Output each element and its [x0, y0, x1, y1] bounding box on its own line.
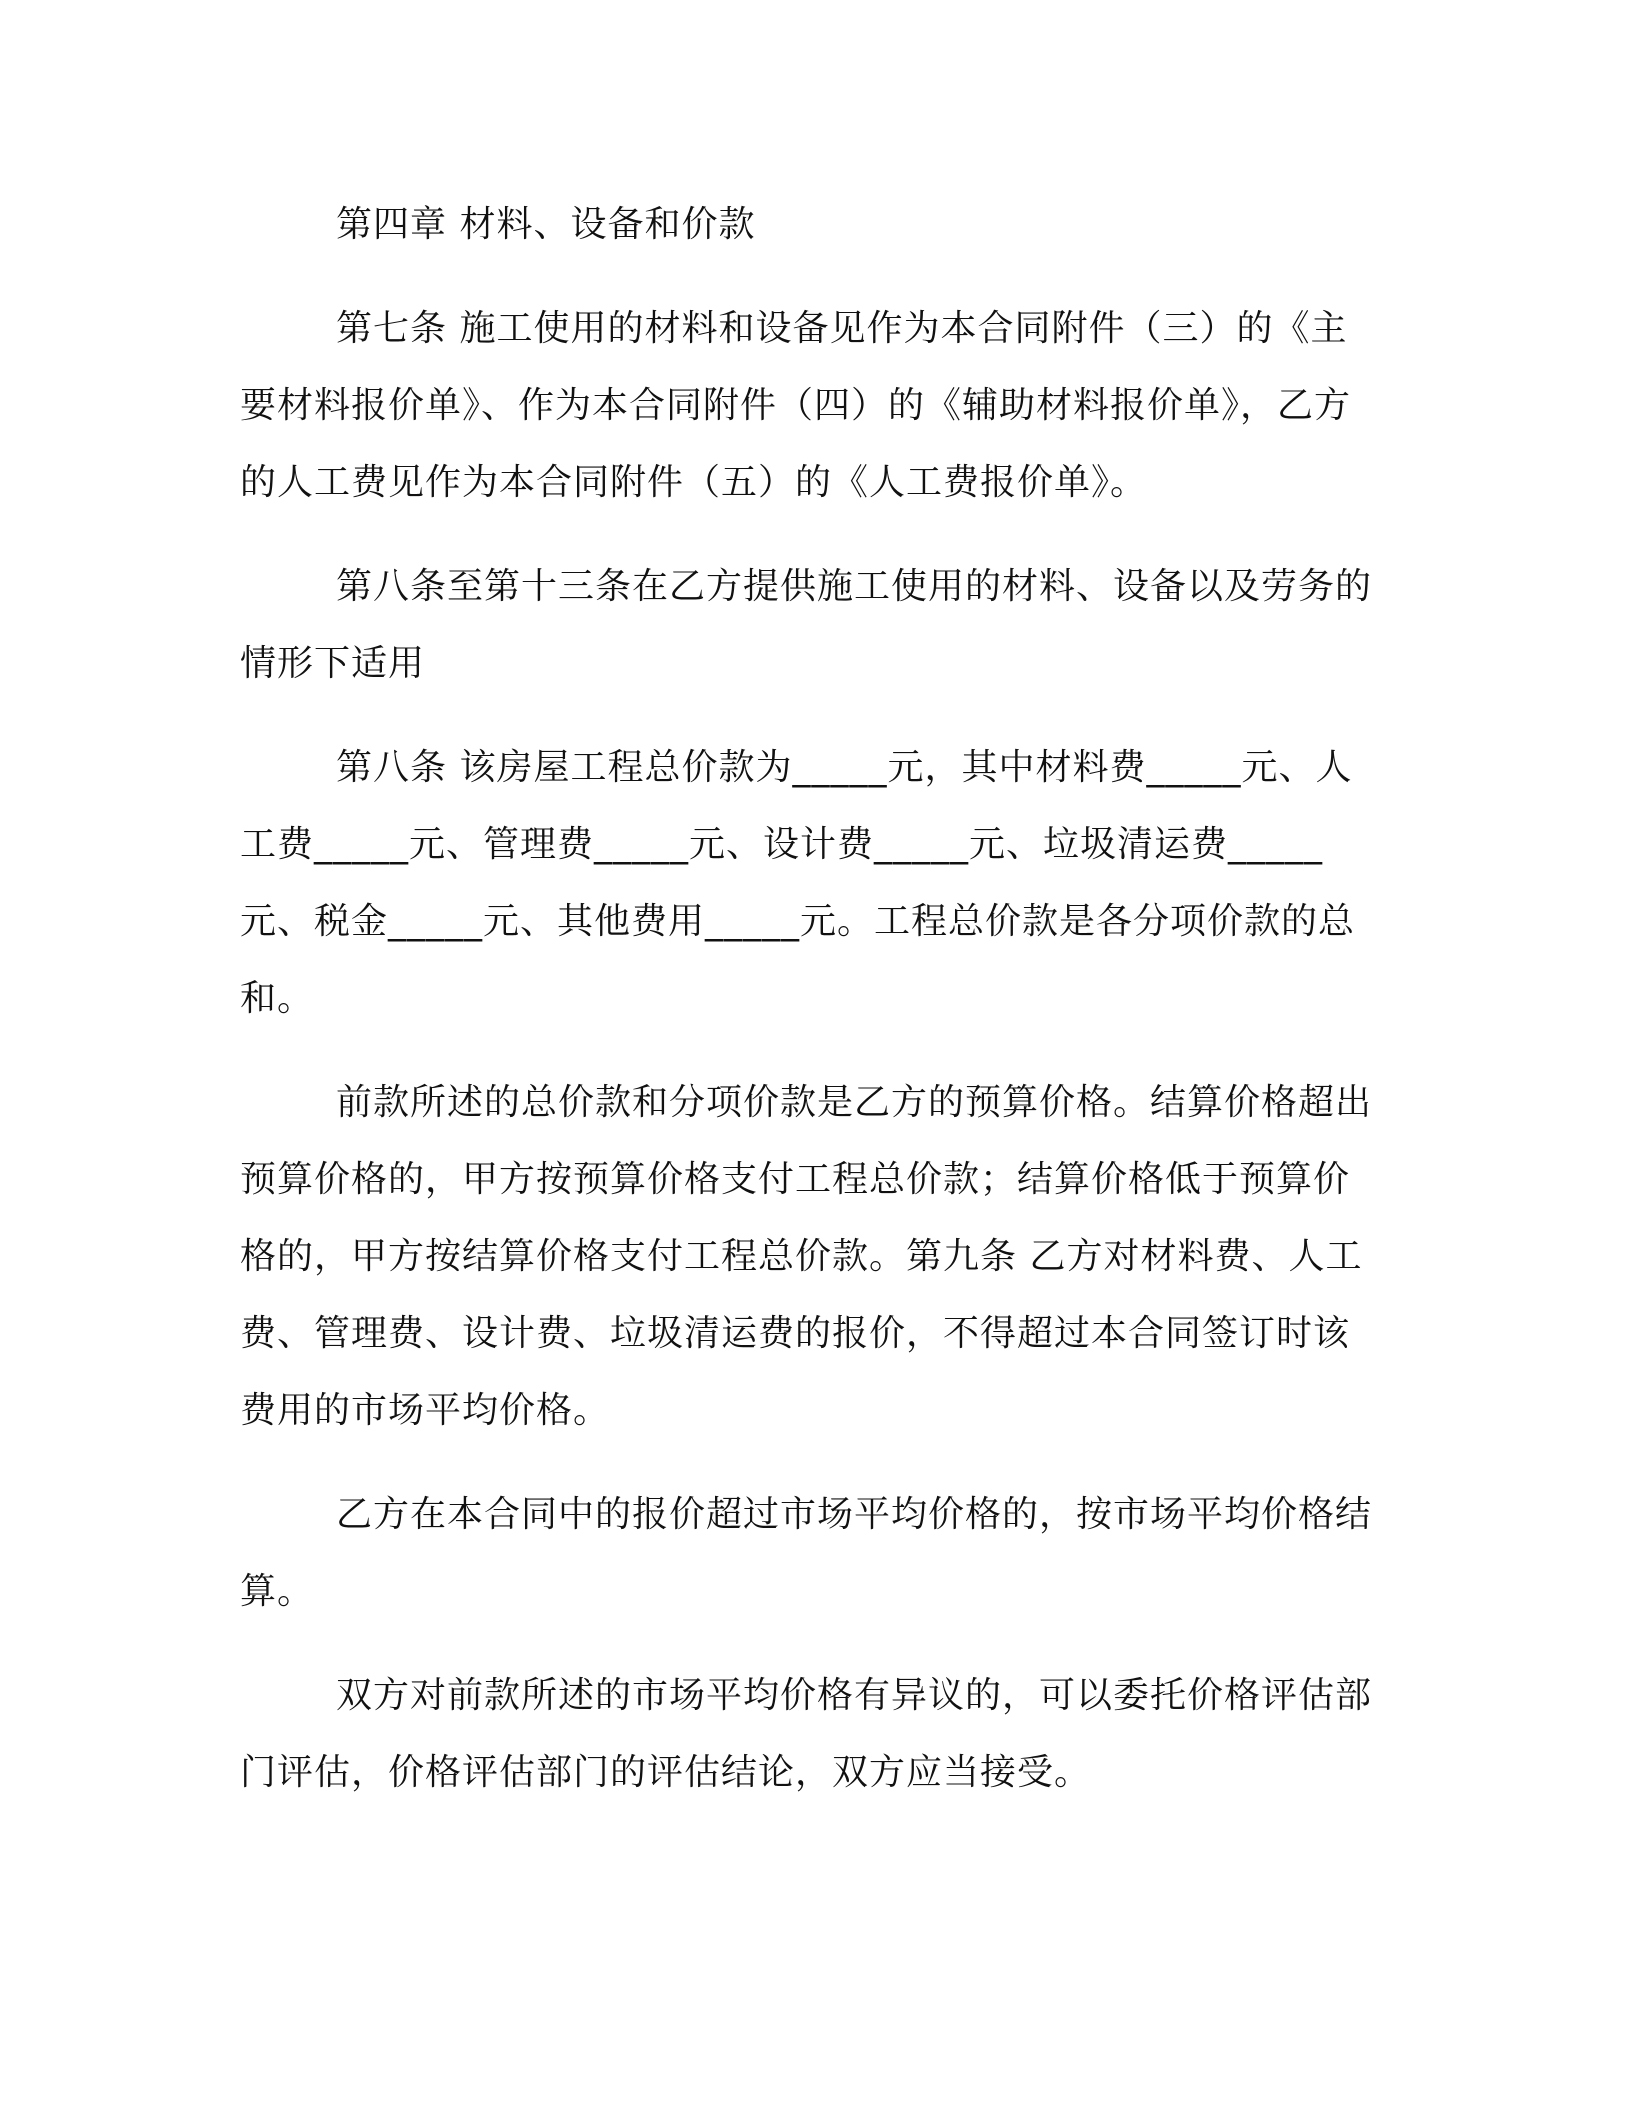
- paragraph-budget-price: 前款所述的总价款和分项价款是乙方的预算价格。结算价格超出预算价格的，甲方按预算价格支付工程总价款；结算价格低于预算价格的，甲方按结算价格支付工程总价款。第九条 乙方对材料费、人工费、管理费、设计费、垃圾清运费的报价，不得超过本合同签订时该费用的市场平均价格。: [240, 1082, 1373, 1431]
- paragraph-article-7: 第七条 施工使用的材料和设备见作为本合同附件（三）的《主要材料报价单》、作为本合同附件（四）的《辅助材料报价单》，乙方的人工费见作为本合同附件（五）的《人工费报价单》。: [240, 308, 1352, 503]
- paragraph-market-price: 乙方在本合同中的报价超过市场平均价格的，按市场平均价格结算。: [240, 1494, 1373, 1612]
- paragraph-article-8: 第八条 该房屋工程总价款为_____元，其中材料费_____元、人工费_____元、管理费_____元、设计费_____元、垃圾清运费_____元、税金_____元、其他费用_____元。工程总价款是各分项价款的总和。: [240, 747, 1356, 1019]
- chapter-heading: 第四章 材料、设备和价款: [336, 204, 756, 245]
- paragraph-applicability: 第八条至第十三条在乙方提供施工使用的材料、设备以及劳务的情形下适用: [240, 566, 1373, 684]
- paragraph-dispute: 双方对前款所述的市场平均价格有异议的，可以委托价格评估部门评估，价格评估部门的评估结论，双方应当接受。: [240, 1675, 1373, 1793]
- document-body: [240, 186, 1375, 1811]
